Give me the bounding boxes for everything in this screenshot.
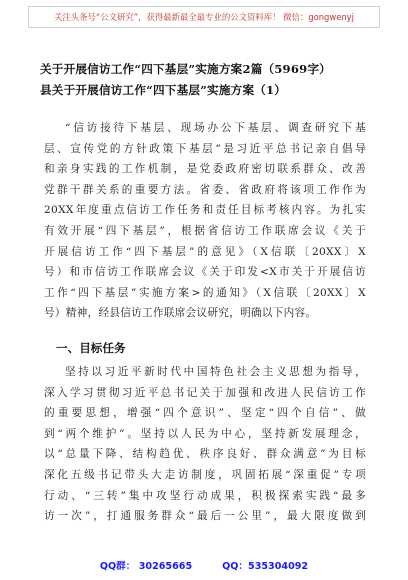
text-line: 工作“四下基层”实施方案>的通知》（X信联〔20XX〕X	[44, 286, 366, 299]
text-line: 开展信访工作“四下基层”的意见》（X信联〔20XX〕X	[44, 245, 366, 258]
text-line: 行动、“三转”集中攻坚行动成果，积极探索实践“最多	[44, 489, 366, 502]
text-line: 的重要思想，增强“四个意识”、坚定“四个自信”、做	[44, 407, 366, 420]
text-line: 访一次”，打通服务群众“最后一公里”，最大限度做到	[44, 510, 366, 523]
text-line: 深化五级书记带头大走访制度，巩固拓展“深重促”专项	[44, 468, 366, 481]
section-heading: 一、目标任务	[56, 341, 126, 355]
text-line: 党群干群关系的重要方法。省委、省政府将该项工作作为	[44, 183, 366, 196]
text-line: 号）精神，经县信访工作联席会议研究，明确以下内容。	[44, 307, 317, 320]
text-line: 层、宣传党的方针政策下基层”是习近平总书记亲自倡导	[44, 142, 366, 155]
text-line: 有效开展“四下基层”，根据省信访工作联席会议《关于	[44, 224, 366, 237]
text-line: 深入学习贯彻习近平总书记关于加强和改进人民信访工作	[44, 386, 366, 399]
text-line: “信访接待下基层、现场办公下基层、调查研究下基	[65, 122, 366, 134]
text-line: 到“两个维护”。坚持以人民为中心，坚持新发展理念，	[44, 427, 366, 440]
qq-number-text: QQ：535304092	[222, 561, 309, 572]
paragraph-intro	[44, 118, 366, 324]
document-title: 关于开展信访工作“四下基层”实施方案2篇（5969字）	[40, 62, 331, 76]
text-line: 号）和市信访工作联席会议《关于印发<X市关于开展信访	[44, 266, 366, 279]
paragraph-goals	[44, 362, 366, 527]
text-line: 以“总量下降、结构趋优、秩序良好、群众满意”为目标	[44, 448, 366, 461]
text-line: 坚持以习近平新时代中国特色社会主义思想为指导，	[65, 366, 366, 378]
document-subtitle: 县关于开展信访工作“四下基层”实施方案（1）	[40, 83, 287, 97]
header-banner	[28, 6, 380, 28]
text-line: 20XX年度重点信访工作任务和责任目标考核内容。为扎实	[44, 204, 366, 217]
qq-group-text: QQ群： 30265665	[99, 561, 193, 572]
footer-contact	[0, 558, 408, 572]
banner-text: 关注头条号“公文研究”，获得最新最全最专业的公文资料库！ 微信：gongwenyj	[54, 12, 354, 22]
text-line: 和亲身实践的工作机制，是党委政府密切联系群众、改善	[44, 163, 366, 176]
